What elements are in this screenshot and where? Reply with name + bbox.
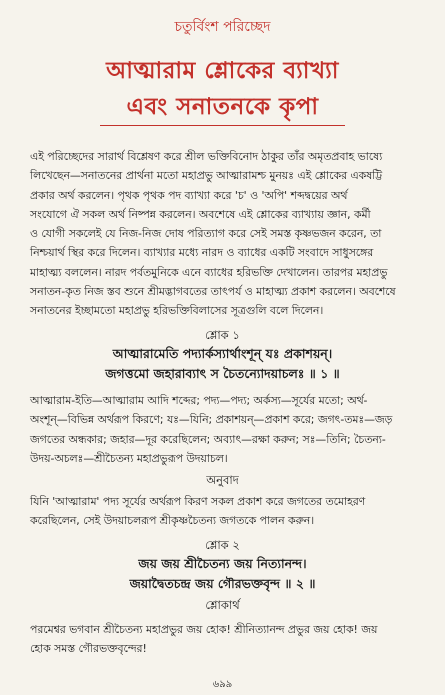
- summary-line: সনাতনের ইচ্ছামতো মহাপ্রভু হরিভক্তিবিলাসের সূত্রগুলি বলে দিলেন।: [30, 304, 324, 318]
- title-underline: [100, 125, 345, 126]
- summary-line: প্রকার অর্থ করলেন। পৃথক পৃথক পদ ব্যাখ্যা করে 'চ' ও 'অপি' শব্দদ্বয়ের অর্থ: [30, 188, 348, 202]
- word-synonyms: [30, 391, 422, 469]
- synonym-line: উদয়-অচলঃ—শ্রীচৈতন্য মহাপ্রভুরূপ উদয়াচল।: [30, 452, 228, 466]
- chapter-summary: [30, 147, 422, 321]
- summary-line: মাহাত্ম্য বললেন। নারদ পর্বতমুনিকে এনে ব্যাধের হরিভক্তি দেখালেন। তারপর মহাপ্রভু: [30, 265, 388, 279]
- synonym-line: অংশূন্‌—বিভিন্ন অর্থরূপ কিরণে; যঃ—যিনি; প্রকাশয়ন্‌—প্রকাশ করে; জগৎ-তমঃ—জড়: [30, 413, 393, 427]
- shloka-1-line-2: জগত্তমো জহারাব্যাৎ স চৈতন্যোদয়াচলঃ ॥ ১ ॥: [105, 366, 340, 381]
- meaning-line: পরমেশ্বর ভগবান শ্রীচৈতন্য মহাপ্রভুর জয় হোক! শ্রীনিত্যানন্দ প্রভুর জয় হোক! জয়: [30, 623, 378, 636]
- shloka-meaning-label: শ্লোকার্থ: [205, 598, 240, 612]
- translation-label: অনুবাদ: [206, 473, 239, 487]
- meaning-line: হোক সমস্ত গৌরভক্তবৃন্দের!: [30, 642, 147, 656]
- translation-line: যিনি 'আত্মারাম' পদ্য সূর্যের অর্থরূপ কিরণ সকল প্রকাশ করে জগতের তমোহরণ: [30, 495, 366, 508]
- shloka-2-line-1: জয় জয় শ্রীচৈতন্য জয় নিত্যানন্দ।: [138, 556, 307, 571]
- summary-line: এই পরিচ্ছেদের সারার্থ বিশ্লেষণ করে শ্রীল ভক্তিবিনোদ ঠাকুর তাঁর অমৃতপ্রবাহ ভাষ্যে: [30, 150, 383, 163]
- shloka-1-label: শ্লোক ১: [205, 328, 240, 342]
- shloka-2-label: শ্লোক ২: [205, 538, 240, 552]
- translation-line: করেছিলেন, সেই উদয়াচলরূপ শ্রীকৃষ্ণচৈতন্য জগতকে পালন করুন।: [30, 514, 315, 528]
- synonym-line: জগতের অন্ধকার; জহার—দূর করেছিলেন; অব্যাৎ—রক্ষা করুন; সঃ—তিনি; চৈতন্য-: [30, 432, 386, 446]
- summary-line: ও যোগী সকলেই যে নিজ-নিজ দোষ পরিত্যাগ করে সেই সমস্ত কৃষ্ণভজন করেন, তা: [30, 227, 382, 241]
- shloka-1-line-1: আত্মারামেতি পদ্যার্কস্যার্থাংশূন্‌ যঃ প্রকাশয়ন্‌।: [112, 346, 333, 361]
- synonym-line: আত্মারাম-ইতি—আত্মারাম আদি শব্দের; পদ্য—পদ্য; অর্কস্য—সূর্যের মতো; অর্থ-: [30, 394, 368, 407]
- title-line-1: আত্মারাম শ্লোকের ব্যাখ্যা: [106, 58, 339, 84]
- shloka-2-line-2: জয়াদ্বৈতচন্দ্র জয় গৌরভক্তবৃন্দ ॥ ২ ॥: [129, 576, 316, 591]
- summary-line: নিশ্চয়ার্থ স্থির করে দিলেন। ব্যাখ্যার মধ্যে নারদ ও ব্যাধের একটি সংবাদে সাধুসঙ্গের: [30, 246, 374, 260]
- translation-text: [30, 492, 422, 531]
- summary-line: লিখেছেন—সনাতনের প্রার্থনা মতো মহাপ্রভু আত্মারামশ্চ মুনয়ঃ এই শ্লোকের একষট্টি: [30, 169, 383, 183]
- chapter-heading: চতুর্বিংশ পরিচ্ছেদ: [174, 19, 271, 35]
- page-number: ৬৯৯: [212, 679, 233, 690]
- title-line-2: এবং সনাতনকে কৃপা: [126, 94, 319, 120]
- summary-line: সনাতন-কৃত নিজ স্তব শুনে শ্রীমদ্ভাগবতের তাৎপর্য ও মাহাত্ম্য প্রকাশ করলেন। অবশেষে: [30, 285, 396, 299]
- summary-line: সংযোগে ঐ সকল অর্থ নিষ্পন্ন করলেন। অবশেষে এই শ্লোকের ব্যাখ্যায় জ্ঞান, কর্মী: [30, 207, 371, 221]
- shloka-meaning-text: [30, 620, 422, 659]
